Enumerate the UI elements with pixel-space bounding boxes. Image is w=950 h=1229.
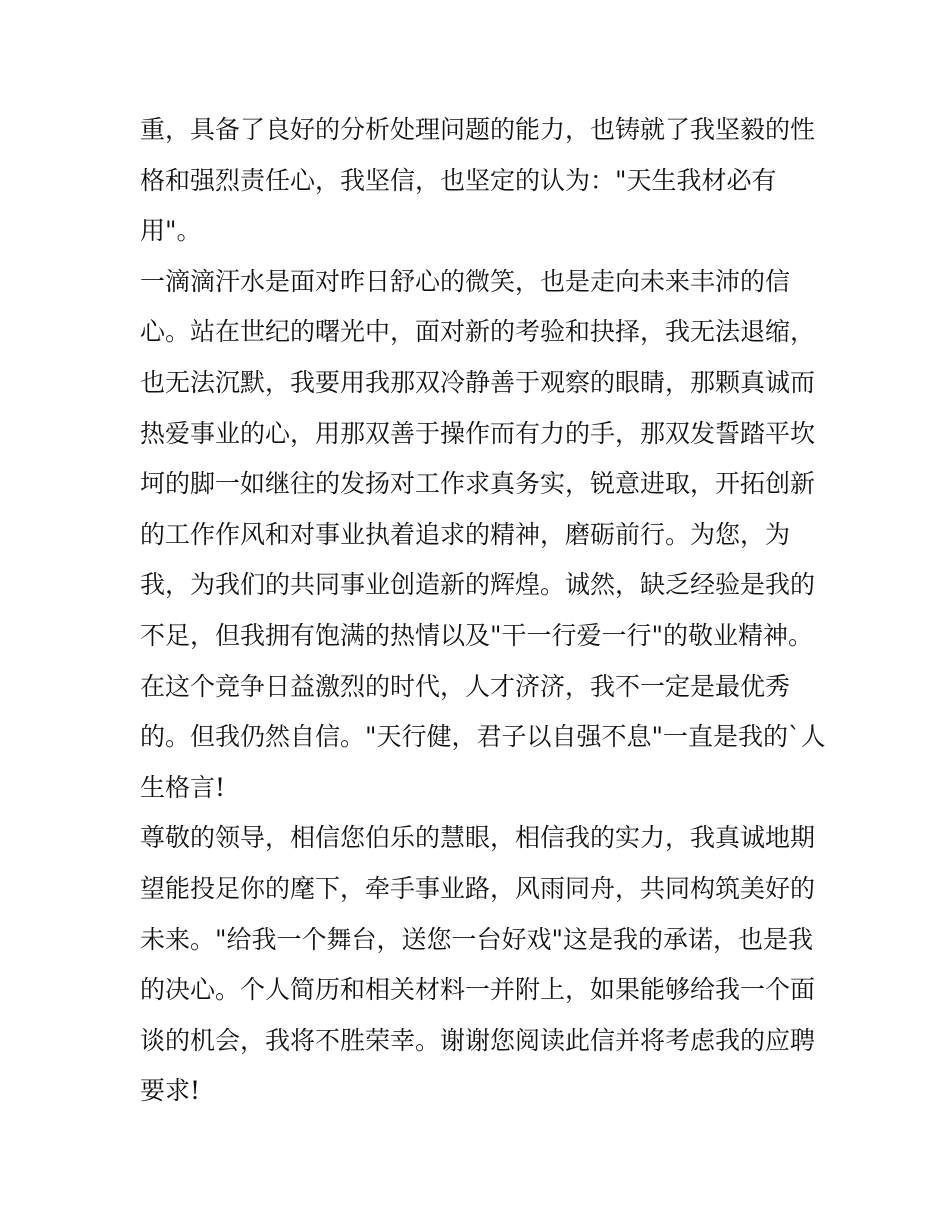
text-line: 热爱事业的心，用那双善于操作而有力的手，那双发誓踏平坎	[140, 418, 816, 448]
text-line: 也无法沉默，我要用我那双冷静善于观察的眼睛，那颗真诚而	[140, 367, 816, 397]
text-line: 要求!	[140, 1076, 201, 1106]
text-line: 用"。	[140, 216, 202, 246]
letter-body	[140, 105, 840, 1117]
text-line: 的决心。个人简历和相关材料一并附上，如果能够给我一个面	[140, 975, 816, 1005]
text-line: 格和强烈责任心，我坚信，也坚定的认为："天生我材必有	[140, 165, 777, 195]
text-line: 不足，但我拥有饱满的热情以及"干一行爱一行"的敬业精神。	[140, 620, 814, 650]
text-line: 心。站在世纪的曙光中，面对新的考验和抉择，我无法退缩，	[140, 317, 816, 347]
text-line: 未来。"给我一个舞台，送您一台好戏"这是我的承诺，也是我	[140, 924, 814, 954]
text-line: 坷的脚一如继往的发扬对工作求真务实，锐意进取，开拓创新	[140, 469, 816, 499]
text-line: 在这个竞争日益激烈的时代，人才济济，我不一定是最优秀	[140, 671, 791, 701]
text-line: 尊敬的领导，相信您伯乐的慧眼，相信我的实力，我真诚地期	[140, 823, 816, 853]
text-line: 我，为我们的共同事业创造新的辉煌。诚然，缺乏经验是我的	[140, 570, 816, 600]
text-line: 一滴滴汗水是面对昨日舒心的微笑，也是走向未来丰沛的信	[140, 266, 791, 296]
text-line: 谈的机会，我将不胜荣幸。谢谢您阅读此信并将考虑我的应聘	[140, 1025, 816, 1055]
text-line: 生格言!	[140, 772, 226, 802]
text-line: 的工作作风和对事业执着追求的精神，磨砺前行。为您，为	[140, 519, 791, 549]
text-line: 的。但我仍然自信。"天行健，君子以自强不息"一直是我的`人	[140, 722, 826, 752]
text-line: 重，具备了良好的分析处理问题的能力，也铸就了我坚毅的性	[140, 115, 816, 144]
text-line: 望能投足你的麾下，牵手事业路，风雨同舟，共同构筑美好的	[140, 873, 816, 903]
